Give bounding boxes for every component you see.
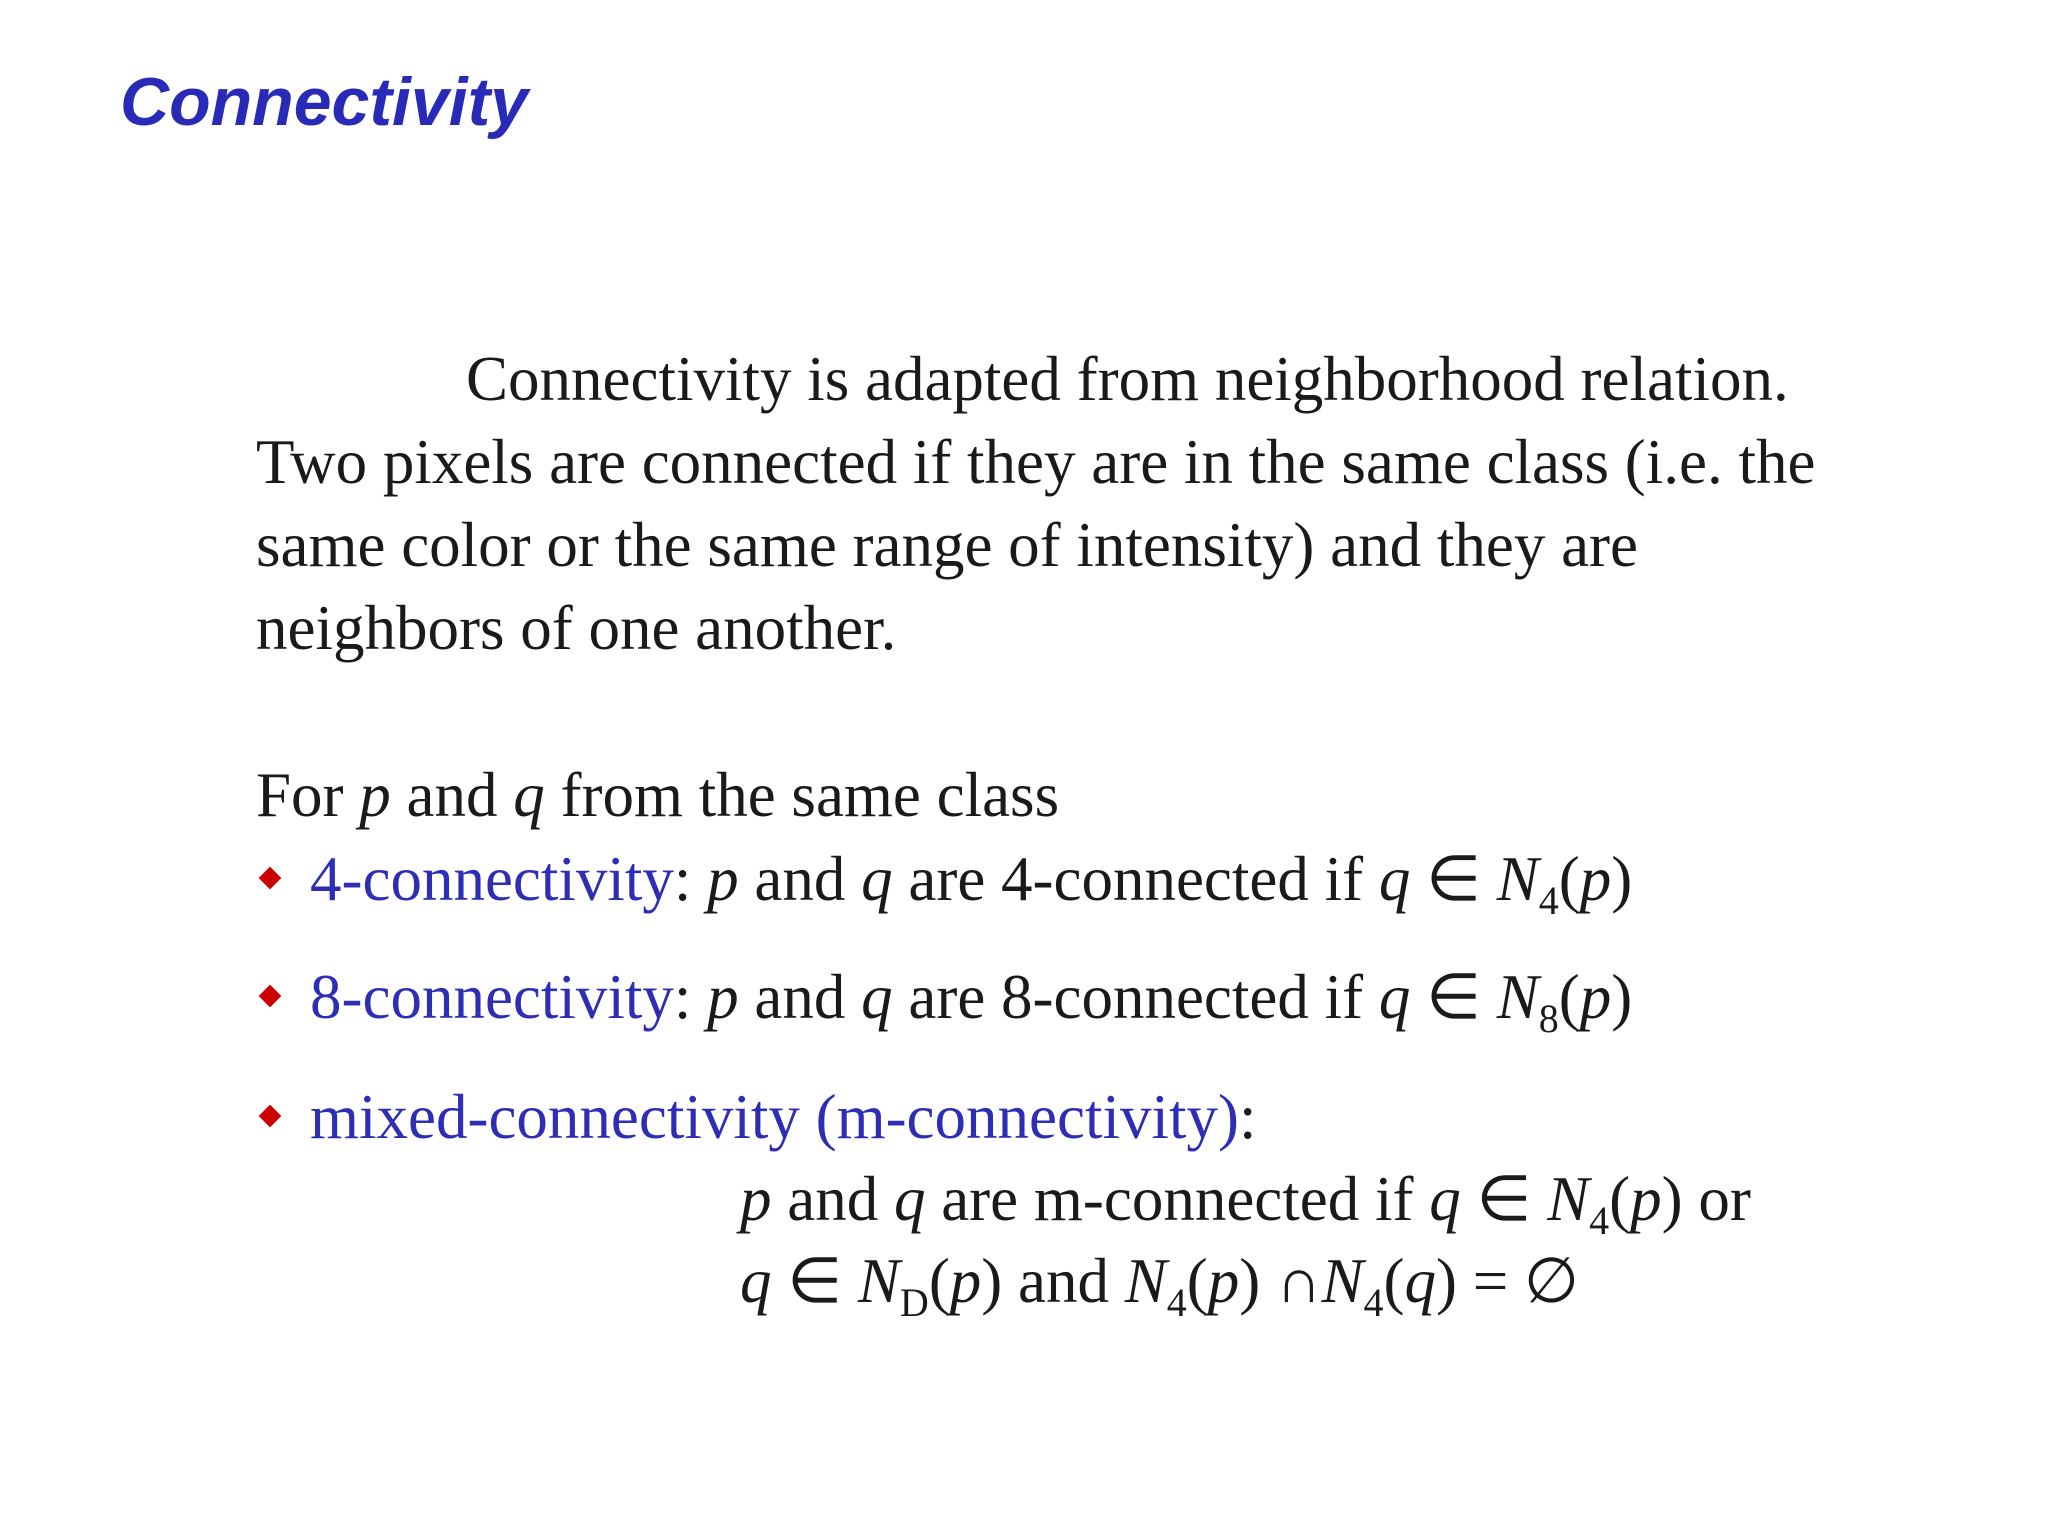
- intro-line: For p and q from the same class: [256, 760, 1060, 830]
- diamond-bullet-icon: [259, 985, 282, 1008]
- diamond-bullet-icon: [259, 867, 282, 890]
- diamond-bullet-icon: [259, 1105, 282, 1128]
- bullet-m-connectivity: mixed-connectivity (m-connectivity):: [256, 1076, 1256, 1159]
- m-connectivity-definition-line-2: q ∈ $N_D(p)$ and $N_4(p)$ $\cap N_4(q)$ = ∅: [740, 1246, 1579, 1325]
- term-m-connectivity: mixed-connectivity (m-connectivity): [310, 1082, 1239, 1152]
- term-4-connectivity: 4-connectivity: [310, 844, 674, 914]
- term-8-connectivity: 8-connectivity: [310, 962, 674, 1032]
- bullet-8-connectivity: 8-connectivity: p and q are 8-connected if q ∈ $N_8(p)$: [256, 956, 1632, 1039]
- paragraph-line-2: Two pixels are connected if they are in the same class (i.e. the: [256, 427, 1816, 497]
- bullet-4-connectivity: 4-connectivity: p and q are 4-connected if q ∈ $N_4(p)$: [256, 838, 1632, 921]
- m-connectivity-definition-line-1: p and q are m-connected if q ∈ $N_4(p)$ or: [740, 1164, 1751, 1243]
- paragraph-line-3: same color or the same range of intensity) and they are: [256, 510, 1638, 580]
- definition-paragraph: [256, 338, 2026, 670]
- paragraph-line-1: Connectivity is adapted from neighborhood relation.: [466, 344, 1789, 414]
- paragraph-line-4: neighbors of one another.: [256, 593, 897, 663]
- slide-title: Connectivity: [120, 64, 529, 140]
